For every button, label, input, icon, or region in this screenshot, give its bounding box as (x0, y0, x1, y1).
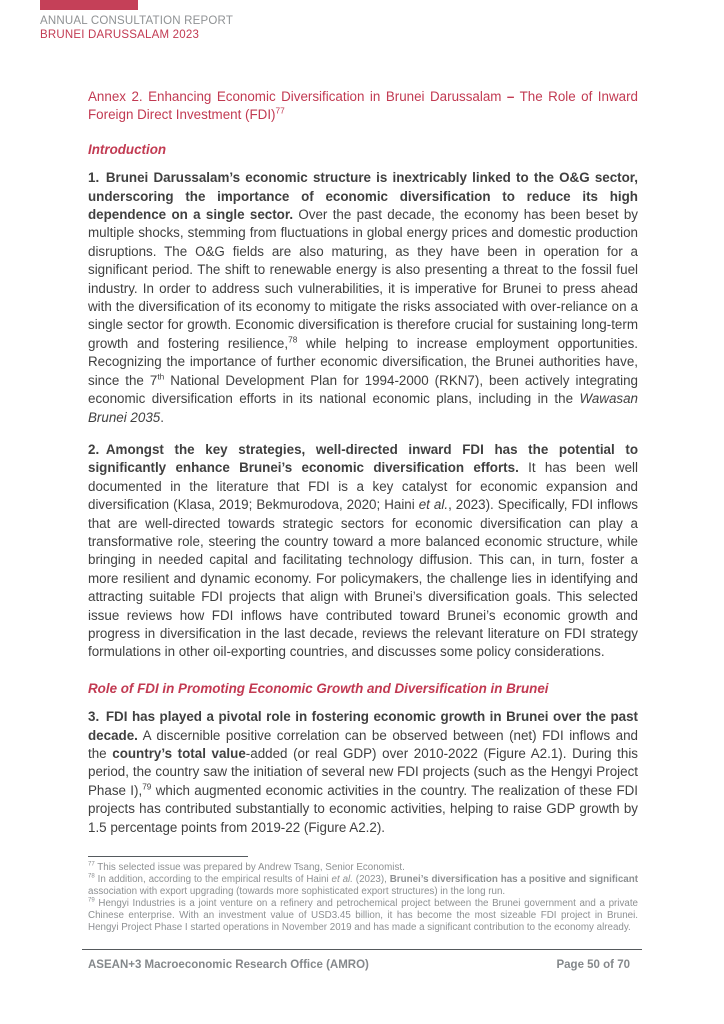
document-body (88, 88, 638, 851)
footnote-79: $^{79}$ Hengyi Industries is a joint venture on a refinery and petrochemical project between the Brunei government and a private Chinese enterprise. With an investment value of USD3.45 billion, it has become the most sizeable FDI project in Brunei. Hengyi Project Phase I started operations in November 2019 and has made a significant contribution to the economy already. (88, 897, 638, 933)
footer-row (82, 950, 642, 971)
annex-title: Annex 2. Enhancing Economic Diversification in Brunei Darussalam – The Role of Inward Foreign Direct Investment (FDI)$^{77}$ (88, 89, 638, 123)
page-footer (82, 949, 642, 971)
paragraph-3: 3. FDI has played a pivotal role in fostering economic growth in Brunei over the past decade. A discernible positive correlation can be observed between (net) FDI inflows and the country’s total value-added (or real GDP) over 2010-2022 (Figure A2.1). During this period, the country saw the initiation of several new FDI projects (such as the Hengyi Project Phase I),$^{79}$ which augmented economic activities in the country. The realization of these FDI projects has contributed substantially to economic activities, helping to raise GDP growth by 1.5 percentage points from 2019-22 (Figure A2.2). (88, 709, 639, 835)
footnotes-section (88, 856, 638, 933)
footnote-77: $^{77}$ This selected issue was prepared by Andrew Tsang, Senior Economist. (88, 861, 405, 873)
section-heading-role-of-fdi: Role of FDI in Promoting Economic Growth and Diversification in Brunei (88, 680, 549, 696)
footnote-separator (88, 856, 248, 857)
report-header (40, 15, 233, 42)
report-subtitle: BRUNEI DARUSSALAM 2023 (40, 28, 200, 41)
section-heading-introduction: Introduction (88, 141, 167, 157)
paragraph-1: 1. Brunei Darussalam’s economic structure is inextricably linked to the O&G sector, underscoring the importance of economic diversification to reduce its high dependence on a single sector. Over the past decade, the economy has been beset by multiple shocks, stemming from fluctuations in global energy prices and domestic production disruptions. The O&G fields are also maturing, as they have been in operation for a significant period. The shift to renewable energy is also presenting a threat to the fossil fuel industry. In order to address such vulnerabilities, it is imperative for Brunei to press ahead with the diversification of its economy to mitigate the risks associated with over-reliance on a single sector for growth. Economic diversification is therefore crucial for sustaining long-term growth and fostering resilience,$^{78}$ while helping to increase employment opportunities. Recognizing the importance of further economic diversification, the Brunei authorities have, since the 7th National Development Plan for 1994-2000 (RKN7), been actively integrating economic diversification efforts in its national economic plans, including in the Wawasan Brunei 2035. (88, 170, 639, 425)
report-title: ANNUAL CONSULTATION REPORT (40, 15, 234, 27)
brand-bar (40, 0, 138, 10)
footer-organization: ASEAN+3 Macroeconomic Research Office (AMRO) (88, 959, 369, 971)
paragraph-2: 2. Amongst the key strategies, well-directed inward FDI has the potential to significantly enhance Brunei’s economic diversification efforts. It has been well documented in the literature that FDI is a key catalyst for economic expansion and diversification (Klasa, 2019; Bekmurodova, 2020; Haini et al., 2023). Specifically, FDI inflows that are well-directed towards strategic sectors for economic diversification can play a transformative role, steering the country toward a more balanced economic structure, while bringing in needed capital and facilitating technology diffusion. This can, in turn, foster a more resilient and dynamic economy. For policymakers, the challenge lies in identifying and attracting suitable FDI projects that align with Brunei’s diversification goals. This selected issue reviews how FDI inflows have contributed toward Brunei’s economic growth and progress in diversification in the last decade, reviews the relevant literature on FDI strategy formulations in other oil-exporting countries, and discusses some policy considerations. (88, 441, 638, 660)
footnote-78: $^{78}$ In addition, according to the empirical results of Haini et al. (2023), Brunei’s diversification has a positive and significant association with export upgrading (towards more sophisticated export structures) in the long run. (88, 873, 638, 897)
footer-page-number: Page 50 of 70 (556, 959, 630, 971)
